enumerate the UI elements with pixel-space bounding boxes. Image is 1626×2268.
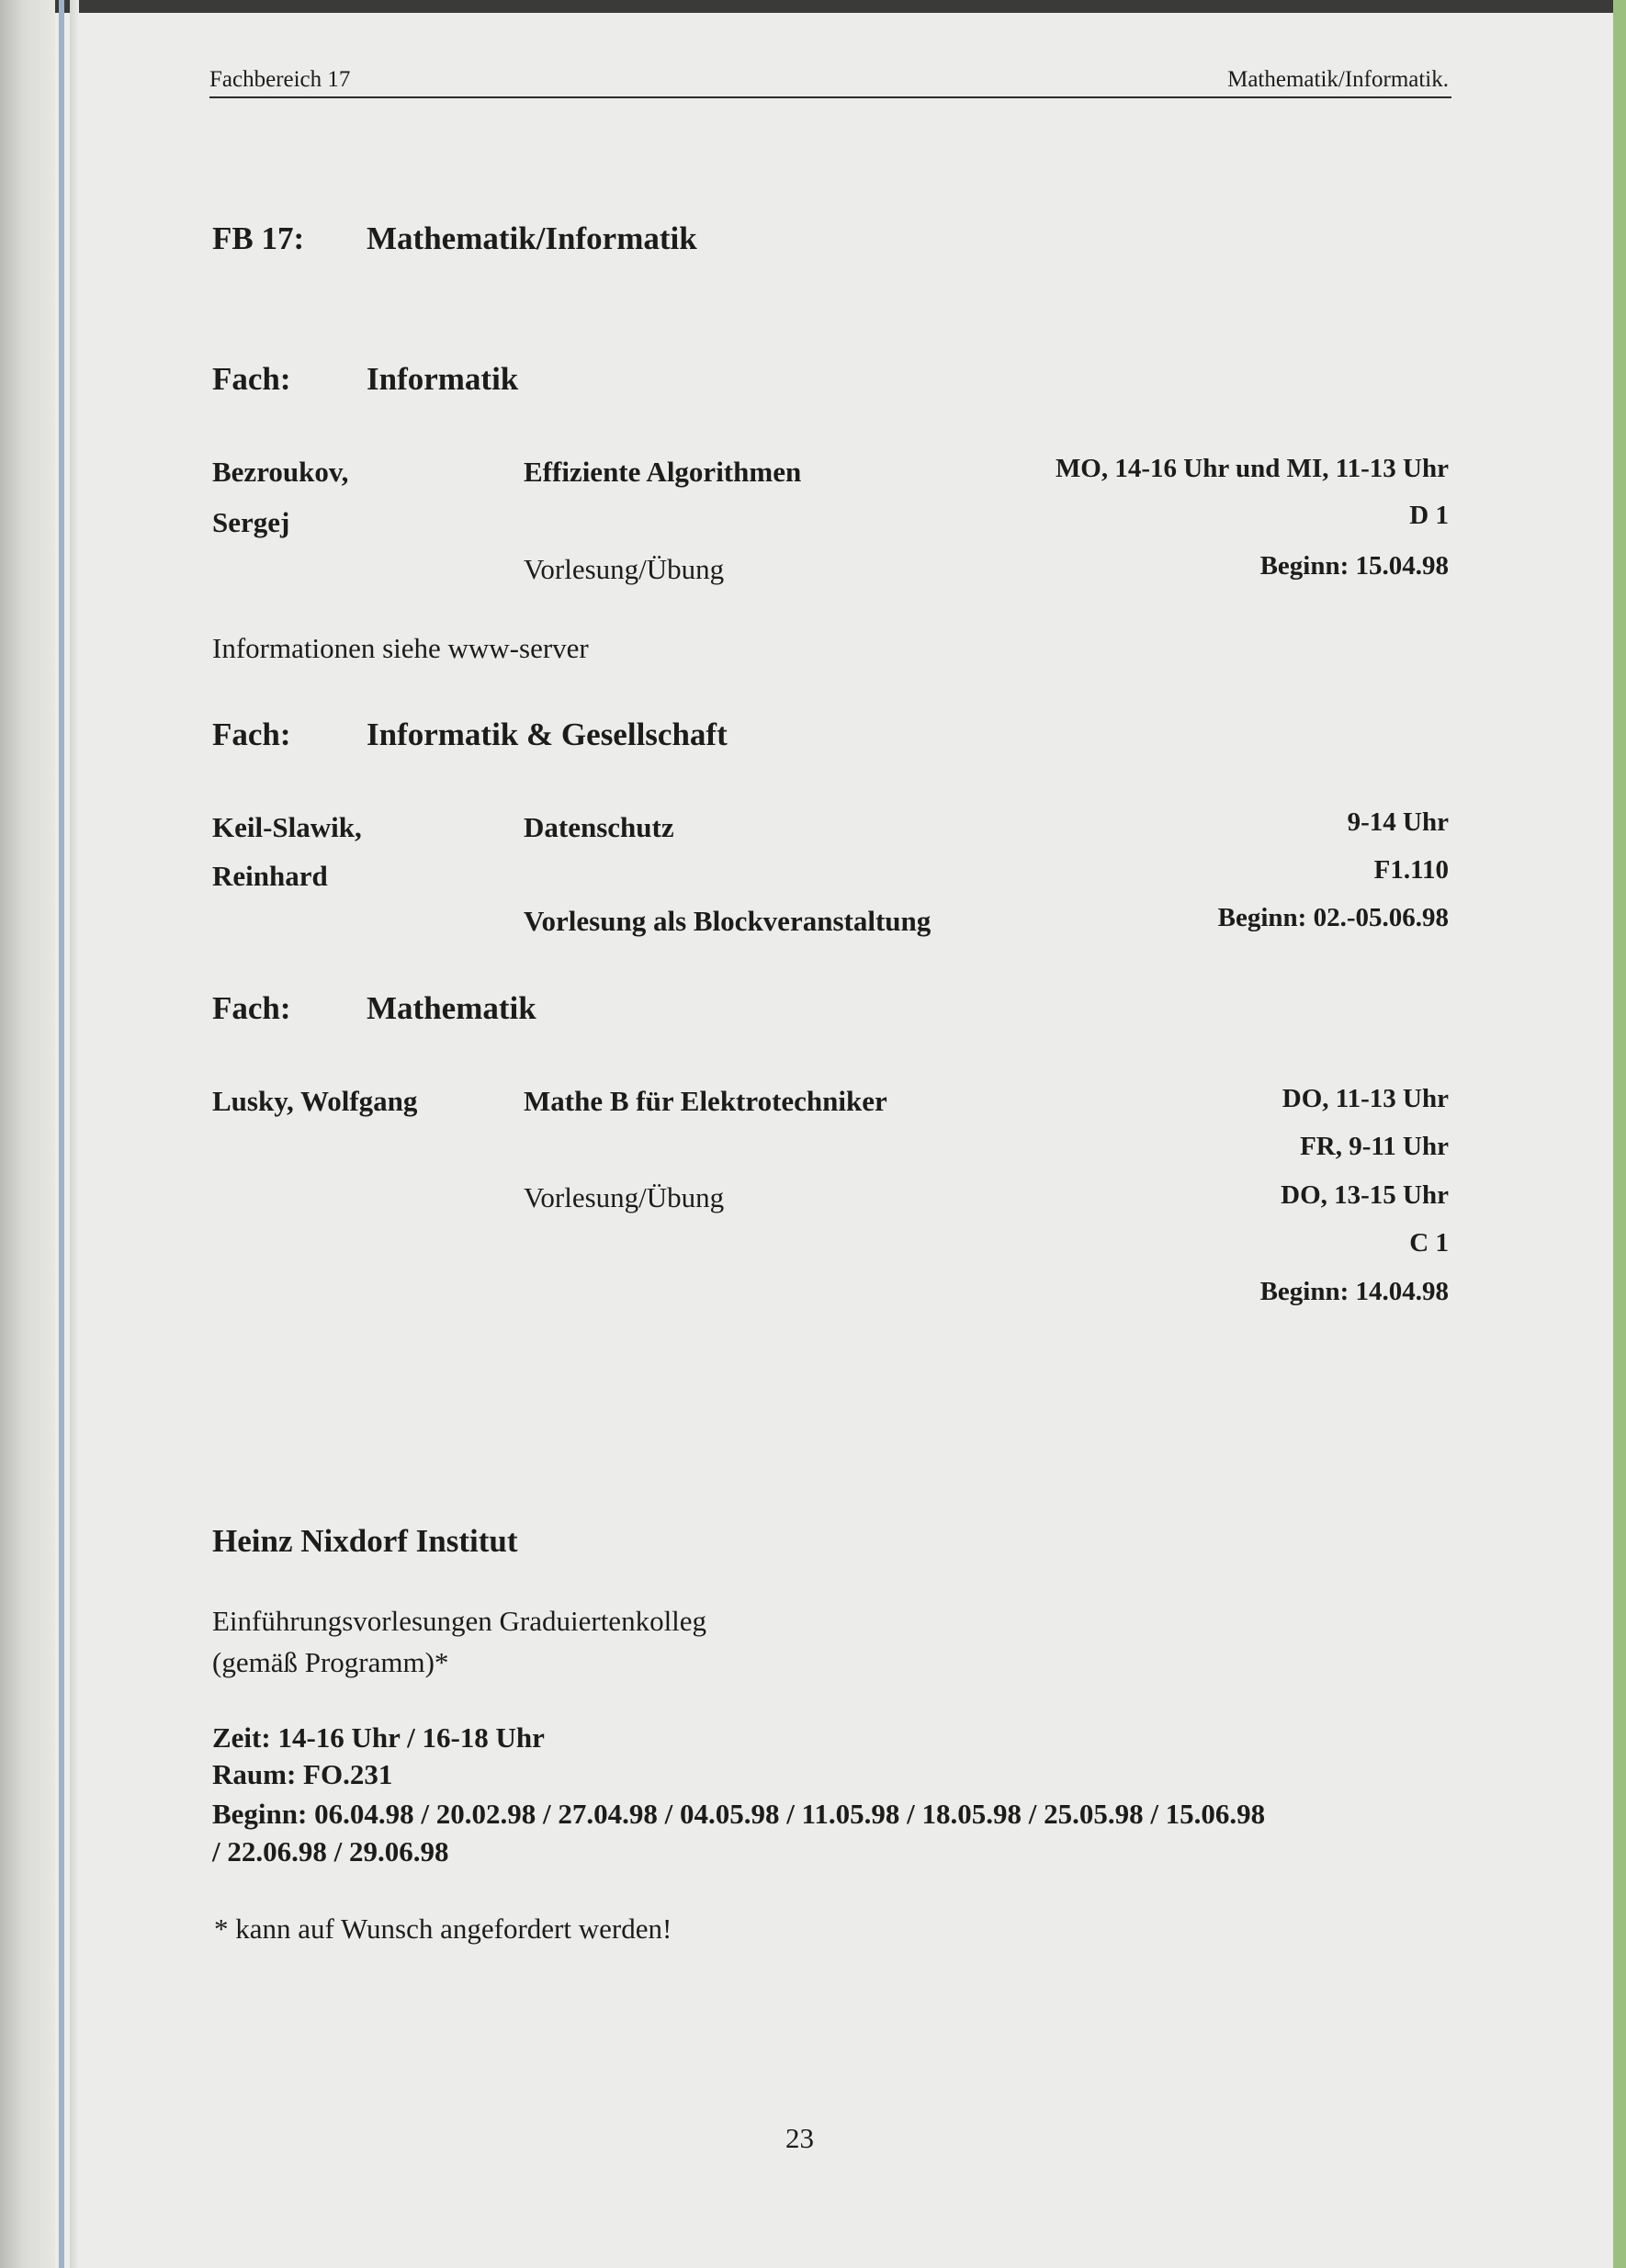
lecturer-name: Lusky, Wolfgang bbox=[212, 1085, 418, 1117]
page-number: 23 bbox=[785, 2122, 814, 2154]
header-right: Mathematik/Informatik. bbox=[1227, 67, 1449, 92]
fach-name: Mathematik bbox=[367, 990, 536, 1026]
header-rule bbox=[209, 96, 1451, 98]
course-time: DO, 11-13 Uhr bbox=[1282, 1084, 1449, 1113]
page-right-edge bbox=[1613, 0, 1626, 2268]
page-top-edge bbox=[0, 0, 1626, 13]
binding-margin bbox=[0, 0, 55, 2268]
lecturer-name: Keil-Slawik, bbox=[212, 811, 362, 843]
course-time: DO, 13-15 Uhr bbox=[1281, 1180, 1449, 1210]
institute-name: Heinz Nixdorf Institut bbox=[212, 1523, 518, 1559]
fach-label: Fach: bbox=[212, 361, 291, 397]
course-title: Datenschutz bbox=[524, 811, 674, 843]
binding-line bbox=[59, 0, 64, 2268]
institute-program-note: (gemäß Programm)* bbox=[212, 1646, 449, 1678]
course-type: Vorlesung als Blockveranstaltung bbox=[524, 905, 932, 937]
course-time: MO, 14-16 Uhr und MI, 11-13 Uhr bbox=[1055, 454, 1449, 483]
course-type: Vorlesung/Übung bbox=[524, 1181, 725, 1213]
institute-description: Einführungsvorlesungen Graduiertenkolleg bbox=[212, 1605, 707, 1637]
course-room: F1.110 bbox=[1373, 855, 1449, 885]
spine-shadow bbox=[70, 0, 79, 2268]
course-time: 9-14 Uhr bbox=[1347, 807, 1449, 837]
course-time: FR, 9-11 Uhr bbox=[1300, 1132, 1449, 1161]
course-start: Beginn: 02.-05.06.98 bbox=[1217, 903, 1449, 932]
lecturer-name: Sergej bbox=[212, 506, 290, 538]
course-title: Effiziente Algorithmen bbox=[524, 456, 802, 488]
fach-name: Informatik & Gesellschaft bbox=[367, 717, 728, 752]
course-room: D 1 bbox=[1409, 501, 1449, 530]
fach-label: Fach: bbox=[212, 990, 291, 1026]
fach-name: Informatik bbox=[367, 361, 519, 397]
course-type: Vorlesung/Übung bbox=[524, 553, 725, 585]
course-title: Mathe B für Elektrotechniker bbox=[524, 1085, 887, 1117]
institute-room: Raum: FO.231 bbox=[212, 1758, 393, 1790]
institute-time: Zeit: 14-16 Uhr / 16-18 Uhr bbox=[212, 1721, 545, 1754]
institute-dates: Beginn: 06.04.98 / 20.02.98 / 27.04.98 / 04.05.98 / 11.05.98 / 18.05.98 / 25.05.98 / 15.06.98 bbox=[212, 1798, 1266, 1830]
footnote: * kann auf Wunsch angefordert werden! bbox=[214, 1913, 672, 1945]
department-name: Mathematik/Informatik bbox=[367, 220, 697, 256]
institute-dates-continued: / 22.06.98 / 29.06.98 bbox=[212, 1835, 449, 1867]
header-left: Fachbereich 17 bbox=[209, 67, 351, 92]
course-start: Beginn: 15.04.98 bbox=[1259, 551, 1449, 581]
lecturer-name: Reinhard bbox=[212, 860, 328, 892]
course-room: C 1 bbox=[1409, 1228, 1449, 1258]
department-label: FB 17: bbox=[212, 220, 305, 256]
lecturer-name: Bezroukov, bbox=[212, 456, 349, 488]
info-note: Informationen siehe www-server bbox=[212, 632, 589, 664]
fach-label: Fach: bbox=[212, 717, 291, 752]
course-start: Beginn: 14.04.98 bbox=[1259, 1277, 1449, 1306]
